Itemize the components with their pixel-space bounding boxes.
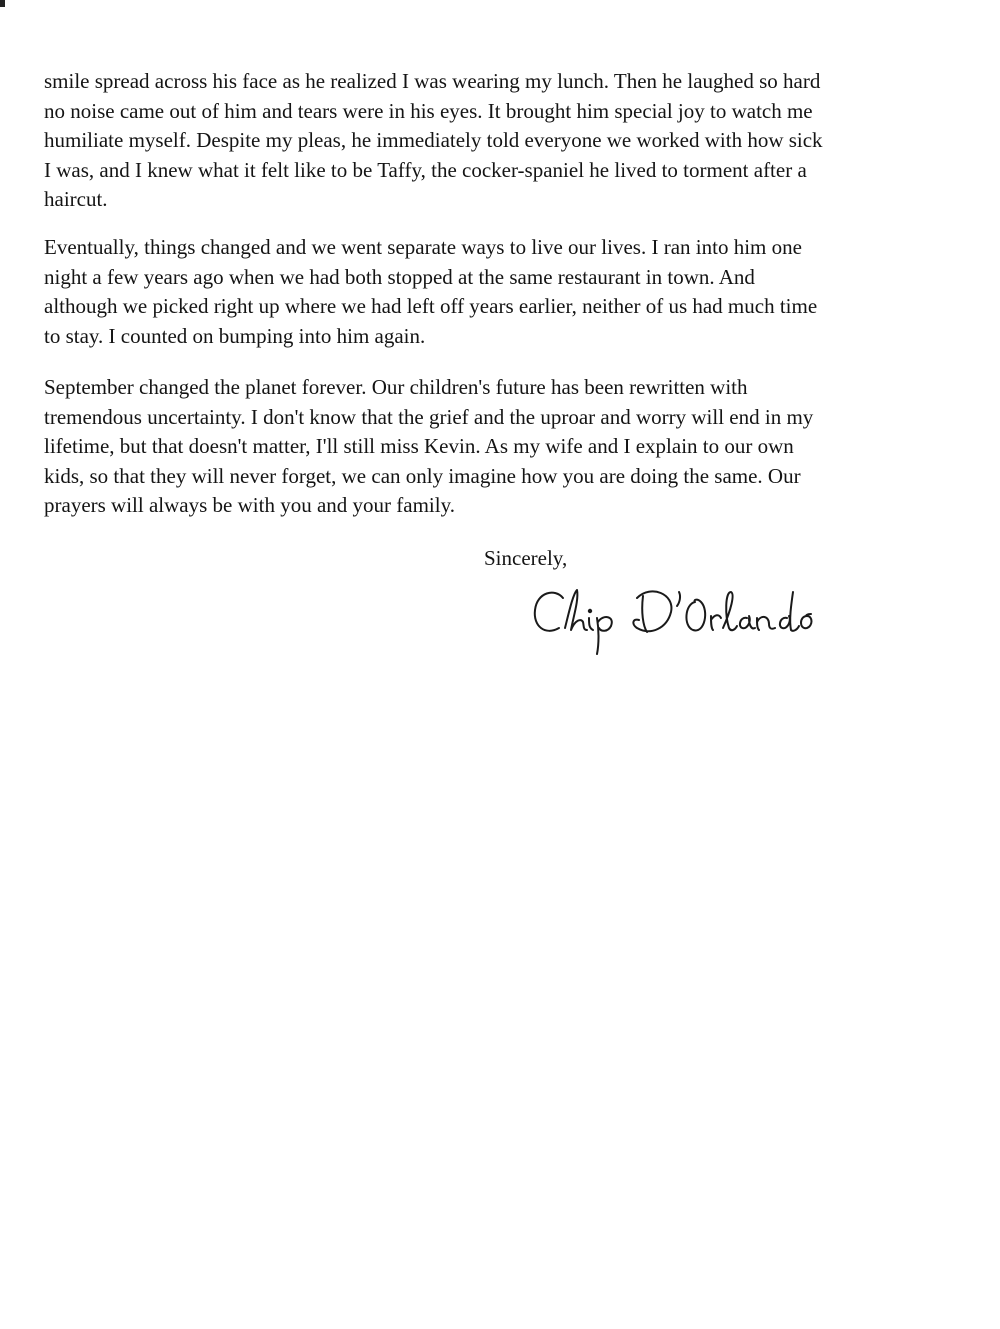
text-line: haircut. <box>44 187 108 211</box>
text-line: humiliate myself. Despite my pleas, he immediately told everyone we worked with how sick <box>44 128 823 152</box>
text-line: smile spread across his face as he realized I was wearing my lunch. Then he laughed so hard <box>44 69 821 93</box>
text-line: I was, and I knew what it felt like to be Taffy, the cocker-spaniel he lived to torment after a <box>44 157 807 182</box>
text-line: although we picked right up where we had left off years earlier, neither of us had much time <box>44 294 818 318</box>
paragraph-2 <box>44 233 817 351</box>
paragraph-3 <box>44 373 813 521</box>
signature <box>525 578 815 658</box>
closing: Sincerely, <box>484 546 568 570</box>
text-line: Eventually, things changed and we went separate ways to live our lives. I ran into him one <box>44 235 802 259</box>
text-line: night a few years ago when we had both stopped at the same restaurant in town. And <box>44 264 755 289</box>
scan-mark <box>0 0 5 7</box>
paragraph-1 <box>44 67 823 215</box>
text-line: to stay. I counted on bumping into him again. <box>44 323 426 348</box>
text-line: prayers will always be with you and your family. <box>44 493 455 517</box>
text-line: kids, so that they will never forget, we can only imagine how you are doing the same. Our <box>44 463 801 488</box>
text-line: tremendous uncertainty. I don't know that the grief and the uproar and worry will end in my <box>44 404 814 429</box>
text-line: lifetime, but that doesn't matter, I'll still miss Kevin. As my wife and I explain to our own <box>44 434 794 458</box>
text-line: September changed the planet forever. Our children's future has been rewritten with <box>44 375 748 399</box>
text-line: no noise came out of him and tears were in his eyes. It brought him special joy to watch me <box>44 98 813 123</box>
